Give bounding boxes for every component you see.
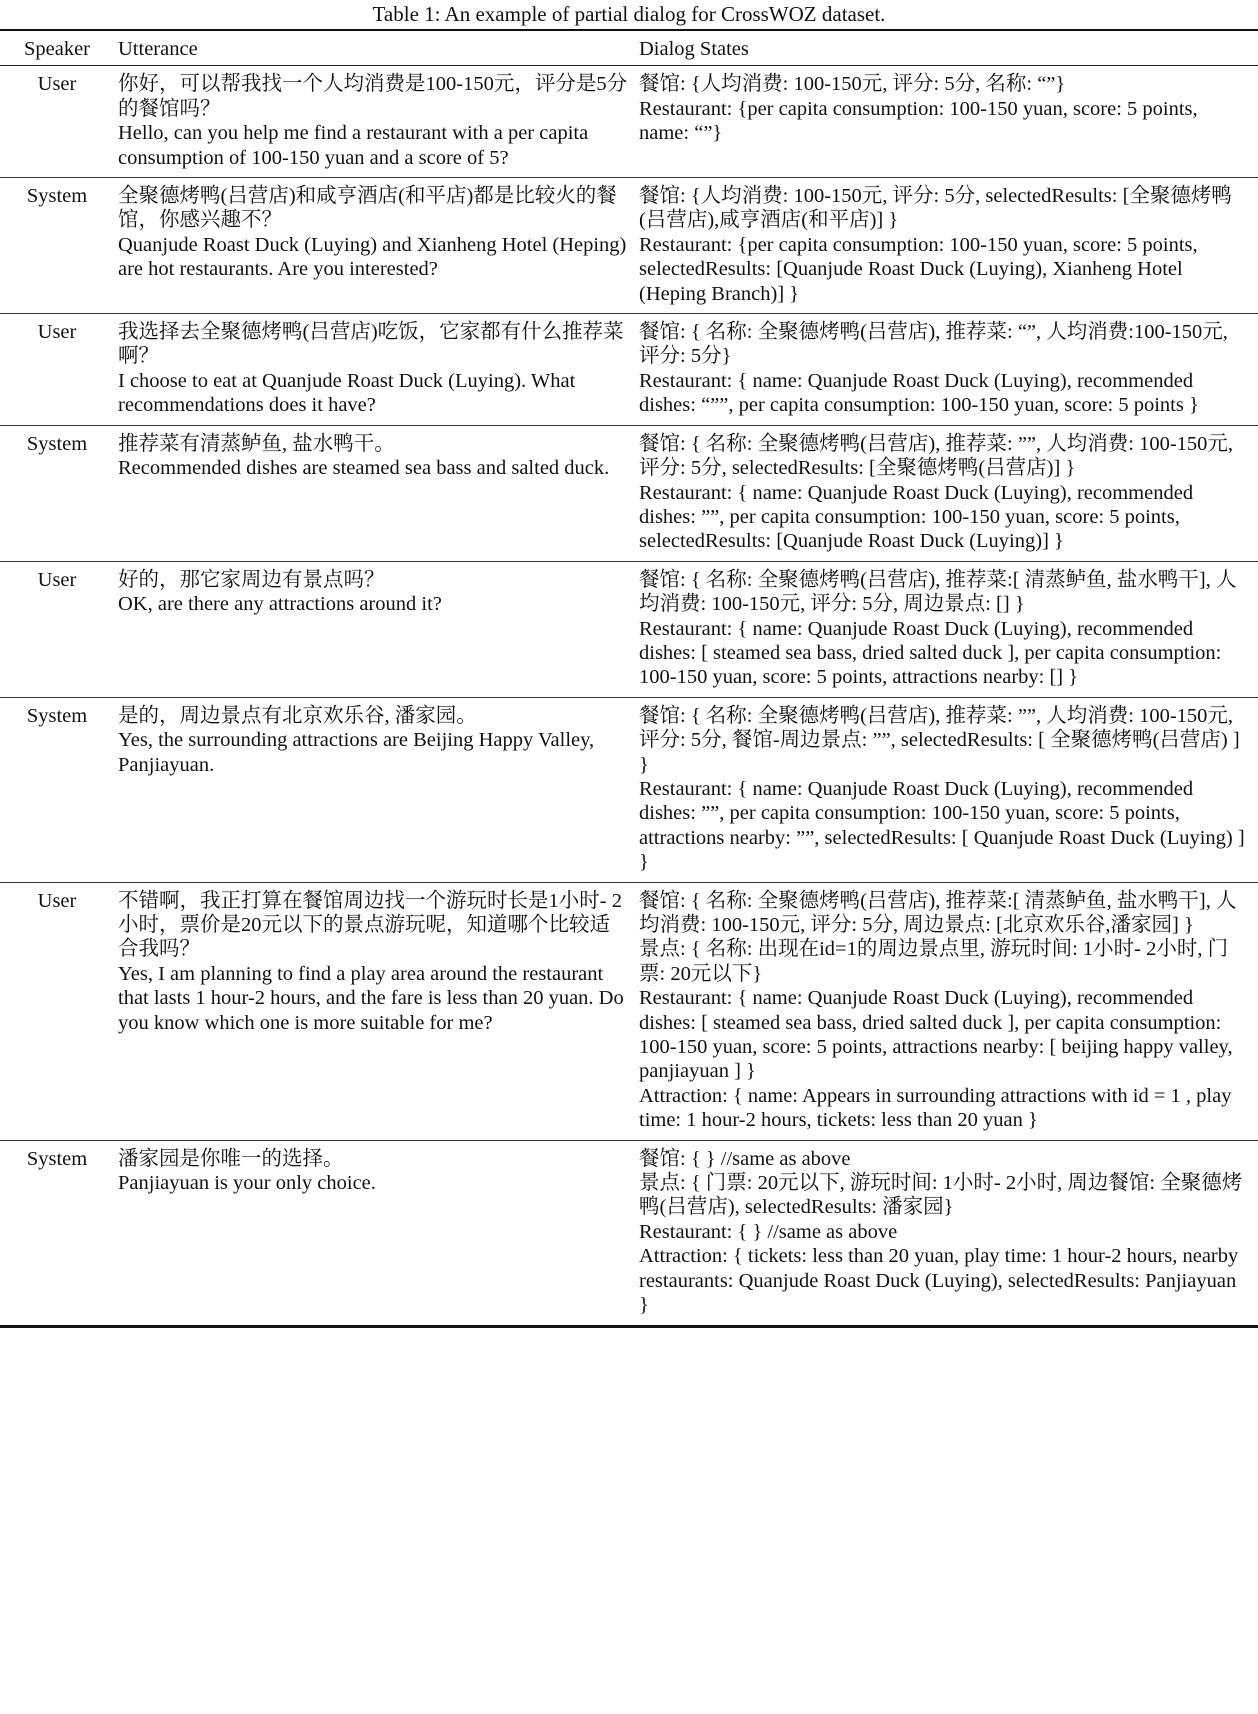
state-line: 餐馆: { 名称: 全聚德烤鸭(吕营店), 推荐菜: ””, 人均消费: 100-150元, 评分: 5分, 餐馆-周边景点: ””, selectedResults: [ 全聚德烤鸭(吕营店) ] } [639, 704, 1240, 776]
utterance-chinese: 潘家园是你唯一的选择。 [118, 1147, 344, 1170]
utterance-english: I choose to eat at Quanjude Roast Duck (Luying). What recommendations does it have? [118, 369, 576, 417]
utterance-english: Panjiayuan is your only choice. [118, 1172, 376, 1195]
state-line: 餐馆: {人均消费: 100-150元, 评分: 5分, selectedResults: [全聚德烤鸭(吕营店),咸亨酒店(和平店)] } [639, 185, 1232, 232]
utterance-cell [118, 178, 639, 314]
speaker-cell: User [37, 889, 77, 912]
header-utterance: Utterance [118, 38, 198, 60]
table-row [0, 425, 1258, 561]
state-line: Restaurant: { name: Quanjude Roast Duck (Luying), recommended dishes: ””, per capita consumption: 100-150 yuan, score: 5 points, attractions nearby: ””, selectedResults: [ Quanjude Roast Duck (Luying) ] } [639, 777, 1245, 874]
state-line: 餐馆: { 名称: 全聚德烤鸭(吕营店), 推荐菜:[ 清蒸鲈鱼, 盐水鸭干], 人均消费: 100-150元, 评分: 5分, 周边景点: [] } [639, 568, 1237, 616]
utterance-chinese: 你好，可以帮我找一个人均消费是100-150元，评分是5分的餐馆吗？ [118, 73, 628, 120]
utterance-english: Hello, can you help me find a restaurant with a per capita consumption of 100-150 yuan and a score of 5? [118, 122, 589, 169]
state-line: Restaurant: {per capita consumption: 100-150 yuan, score: 5 points, selectedResults: [Quanjude Roast Duck (Luying), Xianheng Hotel (Heping Branch)] } [639, 233, 1198, 305]
state-line: Restaurant: { name: Quanjude Roast Duck (Luying), recommended dishes: “””, per capita consumption: 100-150 yuan, score: 5 points } [639, 369, 1199, 417]
utterance-chinese: 我选择去全聚德烤鸭(吕营店)吃饭，它家都有什么推荐菜啊？ [118, 321, 624, 368]
state-line: 餐馆: { } //same as above [639, 1147, 851, 1170]
dialog-states-cell [639, 66, 1258, 178]
utterance-chinese: 不错啊，我正打算在餐馆周边找一个游玩时长是1小时- 2小时，票价是20元以下的景点游玩呢，知道哪个比较适合我吗？ [118, 889, 622, 961]
state-line: Restaurant: { name: Quanjude Roast Duck (Luying), recommended dishes: ””, per capita consumption: 100-150 yuan, score: 5 points, selectedResults: [Quanjude Roast Duck (Luying)] } [639, 481, 1194, 553]
state-line: Restaurant: {per capita consumption: 100-150 yuan, score: 5 points, name: “”} [639, 97, 1198, 145]
state-line: Attraction: { tickets: less than 20 yuan, play time: 1 hour-2 hours, nearby restaurants: Quanjude Roast Duck (Luying), selectedResults: Panjiayuan } [639, 1245, 1239, 1317]
state-line: Restaurant: { name: Quanjude Roast Duck (Luying), recommended dishes: [ steamed sea bass, dried salted duck ], per capita consumption: 100-150 yuan, score: 5 points, attractions nearby: [ beijing happy valley, panjiayuan ] } [639, 987, 1233, 1083]
table-row [0, 314, 1258, 426]
utterance-english: Yes, I am planning to find a play area around the restaurant that lasts 1 hour-2 hours, and the fare is less than 20 yuan. Do you know which one is more suitable for me? [118, 962, 624, 1034]
dialog-table-container [0, 29, 1258, 1328]
state-line: Restaurant: { } //same as above [639, 1220, 898, 1243]
state-line: 景点: { 门票: 20元以下, 游玩时间: 1小时- 2小时, 周边餐馆: 全聚德烤鸭(吕营店), selectedResults: 潘家园} [639, 1172, 1243, 1219]
crosswoz-dialog-table [0, 29, 1258, 1328]
dialog-states-cell [639, 697, 1258, 882]
state-line: Restaurant: { name: Quanjude Roast Duck (Luying), recommended dishes: [ steamed sea bass, dried salted duck ], per capita consumption: 100-150 yuan, score: 5 points, attractions nearby: [] } [639, 617, 1222, 689]
utterance-cell [118, 66, 639, 178]
utterance-cell [118, 314, 639, 426]
state-line: 餐馆: { 名称: 全聚德烤鸭(吕营店), 推荐菜: “”, 人均消费:100-150元, 评分: 5分} [639, 321, 1228, 368]
speaker-cell: System [26, 432, 88, 455]
dialog-states-cell [639, 561, 1258, 697]
dialog-states-cell [639, 1140, 1258, 1326]
utterance-chinese: 是的，周边景点有北京欢乐谷, 潘家园。 [118, 704, 477, 727]
table-row [0, 882, 1258, 1140]
state-line: 餐馆: {人均消费: 100-150元, 评分: 5分, 名称: “”} [639, 73, 1066, 96]
table-row [0, 66, 1258, 178]
state-line: 餐馆: { 名称: 全聚德烤鸭(吕营店), 推荐菜:[ 清蒸鲈鱼, 盐水鸭干], 人均消费: 100-150元, 评分: 5分, 周边景点: [北京欢乐谷,潘家园] } [639, 889, 1237, 936]
utterance-cell [118, 882, 639, 1140]
table-header-row [0, 30, 1258, 66]
speaker-cell: User [37, 321, 77, 344]
header-speaker: Speaker [23, 38, 91, 60]
dialog-states-cell [639, 178, 1258, 314]
table-row [0, 178, 1258, 314]
speaker-cell: System [26, 185, 88, 208]
utterance-cell [118, 425, 639, 561]
table-row [0, 1140, 1258, 1326]
utterance-chinese: 好的，那它家周边有景点吗？ [118, 568, 385, 591]
utterance-cell [118, 697, 639, 882]
speaker-cell: User [37, 568, 77, 591]
dialog-states-cell [639, 882, 1258, 1140]
utterance-cell [118, 1140, 639, 1326]
speaker-cell: User [37, 73, 77, 96]
speaker-cell: System [26, 1147, 88, 1170]
utterance-english: Quanjude Roast Duck (Luying) and Xianheng Hotel (Heping) are hot restaurants. Are you interested? [118, 233, 627, 281]
utterance-english: Yes, the surrounding attractions are Beijing Happy Valley, Panjiayuan. [118, 729, 595, 776]
table-caption: Table 1: An example of partial dialog for CrossWOZ dataset. [372, 2, 886, 26]
utterance-chinese: 推荐菜有清蒸鲈鱼, 盐水鸭干。 [118, 432, 395, 455]
utterance-cell [118, 561, 639, 697]
table-row [0, 561, 1258, 697]
table-row [0, 697, 1258, 882]
state-line: Attraction: { name: Appears in surrounding attractions with id = 1 , play time: 1 hour-2 hours, tickets: less than 20 yuan } [639, 1084, 1232, 1132]
dialog-states-cell [639, 425, 1258, 561]
utterance-english: OK, are there any attractions around it? [118, 593, 442, 616]
header-dialog-states: Dialog States [639, 38, 749, 60]
state-line: 景点: { 名称: 出现在id=1的周边景点里, 游玩时间: 1小时- 2小时, 门票: 20元以下} [639, 938, 1229, 985]
state-line: 餐馆: { 名称: 全聚德烤鸭(吕营店), 推荐菜: ””, 人均消费: 100-150元, 评分: 5分, selectedResults: [全聚德烤鸭(吕营店)] } [639, 432, 1234, 480]
utterance-chinese: 全聚德烤鸭(吕营店)和咸亨酒店(和平店)都是比较火的餐馆，你感兴趣不？ [118, 185, 617, 232]
dialog-states-cell [639, 314, 1258, 426]
utterance-english: Recommended dishes are steamed sea bass and salted duck. [118, 457, 610, 480]
speaker-cell: System [26, 704, 88, 727]
